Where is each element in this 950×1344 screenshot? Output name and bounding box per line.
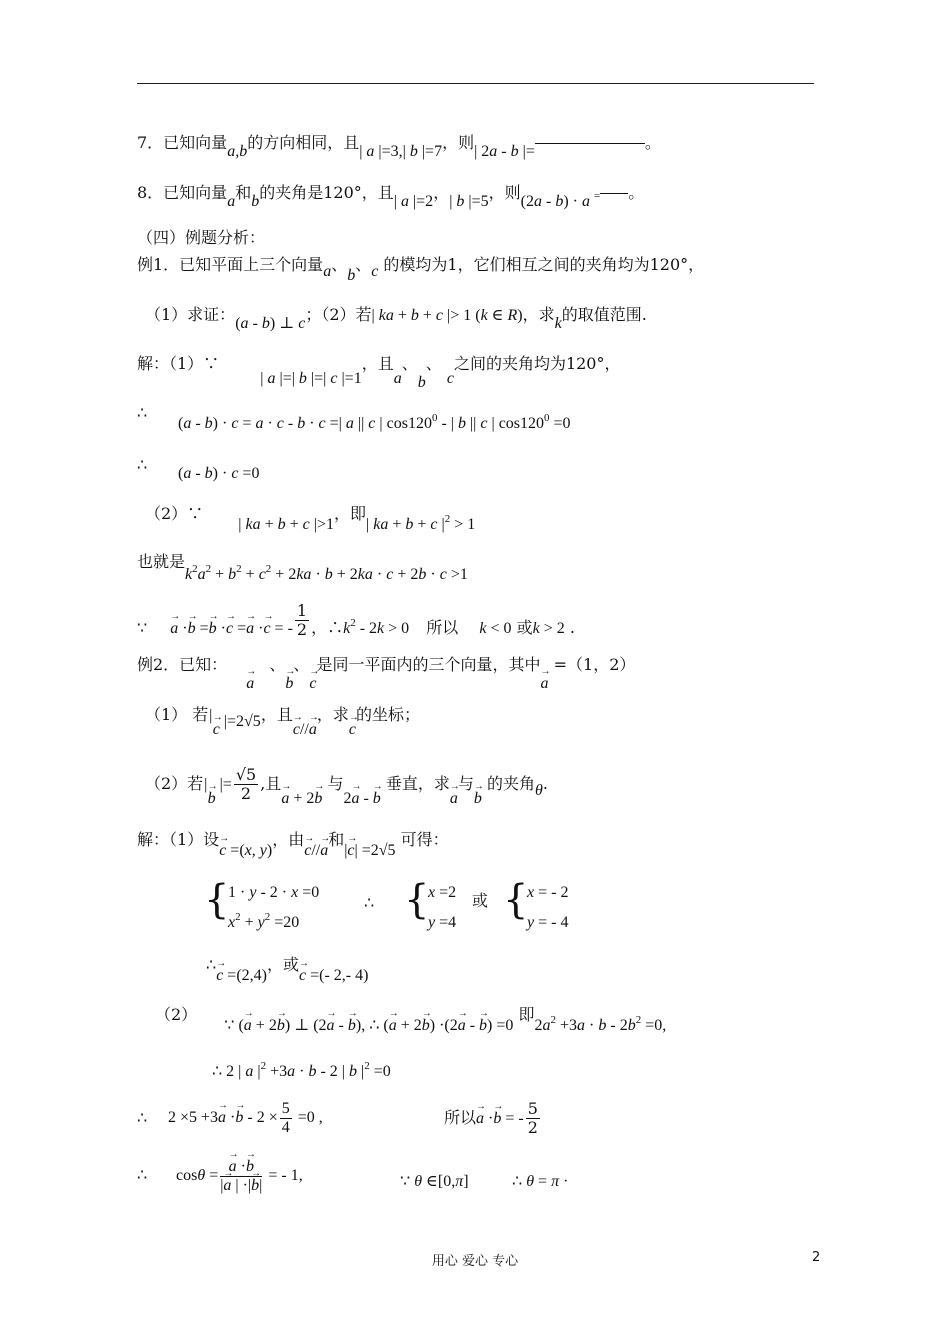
left-brace: {: [503, 877, 529, 923]
equation-system-1: 1 · y - 2 · x =0: [228, 884, 320, 901]
example-1-stem: 例1．已知平面上三个向量a、b、c 的模均为1，它们相互之间的夹角均为120°，: [137, 255, 705, 284]
equation-system-2: $x^2 + y^2 =20$: [228, 911, 300, 931]
equation-perpendicular: (a - b) · c =0: [178, 465, 260, 482]
angle-result: ∴ θ = π ·: [512, 1173, 569, 1190]
solution-x1: x =2: [428, 884, 457, 901]
therefore-symbol: ∴: [364, 893, 375, 912]
example-2-part2: （2）若|→ b |= $\frac{√5}{2}$ ,且→ a + 2→ b 与2→ a - → b 垂直，求→ a与→ b 的夹角θ.: [145, 766, 548, 803]
equation-magnitudes: ∴ 2 | a $|^2 +3a \cdot b - 2$ | b $|^2 =0$: [212, 1060, 391, 1080]
solution-y1: y =4: [428, 914, 457, 931]
equation-dot-product: (a - b) · c = a · c - b · c =| a || c | $\cos 120^0$ - | b || c | $\cos 120^0 =0$: [178, 412, 571, 432]
solution-x2: x = - 2: [527, 884, 569, 901]
or-label: 或: [472, 891, 489, 910]
header-rule: [137, 83, 814, 84]
footer-slogan: 用心 爱心 专心: [431, 1254, 519, 1269]
answer-blank: [600, 193, 628, 194]
solution-2-part2: （2） ∵ (→ a + 2→ b) ⊥ (2→ a - → b), ∴ (→ a + 2→ b) ·(2→ a - → b) =0 即$2a^2 +3a \cdot b - 2b^2 =0$,: [155, 1005, 666, 1027]
section-heading: （四）例题分析：: [137, 228, 266, 247]
page-number: 2: [812, 1250, 821, 1265]
left-brace: {: [404, 877, 430, 923]
dot-product-result: 所以→ a ·→ b = - $\frac{5}{2}$: [444, 1100, 542, 1137]
question-7: 7．已知向量a,b的方向相同，且| a |=3,| b |=7，则| 2a - b |= 。: [137, 133, 661, 160]
solution-1-part1: 解：（1）∵ | a |=| b |=| c |=1，且a、b、 c之间的夹角均为120°，: [137, 354, 621, 391]
solution-y2: y = - 4: [527, 914, 569, 931]
answer-blank: [535, 143, 645, 144]
equation-cosine: cosθ = → $\frac{a \cdot\to b}{|\to a | \cdot|\to b|}$ = - 1,: [176, 1158, 303, 1195]
equation-substitution: 2 ×5 +3→ a ·→ b - 2 × $\frac{5}{4}$ =0 ,: [168, 1100, 323, 1137]
example-1-parts: （1）求证：(a - b) ⊥ c；（2）若| ka + b + c |> 1 (k ∈ R)，求k的取值范围.: [145, 305, 647, 332]
example-2-part1: （1） 若|→ c |=2√5，且→ c//→ a，求→ c的坐标；: [145, 705, 420, 726]
therefore-symbol: ∴: [137, 455, 148, 474]
angle-range: ∵ θ ∈[0,π]: [400, 1173, 469, 1190]
solution-2-part1: 解：（1）设→ c =(x, y)，由→ c//→ a和|→ c| =2√5 可得：: [137, 830, 449, 851]
solution-1-part2: （2）∵ | ka + b + c |>1，即| ka + b + c $|^2 > 1$: [145, 504, 476, 533]
solution-2-coords: ∴→ c =(2,4)，或→ c =(- 2,- 4): [206, 955, 368, 976]
therefore-symbol: ∴: [137, 1108, 148, 1127]
left-brace: {: [204, 877, 230, 923]
therefore-symbol: ∴: [137, 403, 148, 422]
question-8: 8．已知向量a和b的夹角是120°，且| a |=2，| b |=5，则(2a - b) · a = 。: [137, 183, 645, 210]
therefore-symbol: ∴: [137, 1165, 148, 1184]
solution-1-final: ∵ → a ·→ b =→ b ·→ c =→ a ·→ c = - $\frac{1}{2}$ ，$\therefore k^2 - 2k > 0$ 所以 k < 0 或k > 2 .: [137, 610, 575, 647]
example-2-stem: 例2．已知： → a 、→ b、→ c是同一平面内的三个向量，其中→ a =（1，2）: [137, 655, 635, 676]
solution-1-expansion: 也就是$k^2a^2 + b^2 + c^2 + 2ka \cdot b + 2ka \cdot c + 2b \cdot c >1$: [137, 552, 468, 583]
